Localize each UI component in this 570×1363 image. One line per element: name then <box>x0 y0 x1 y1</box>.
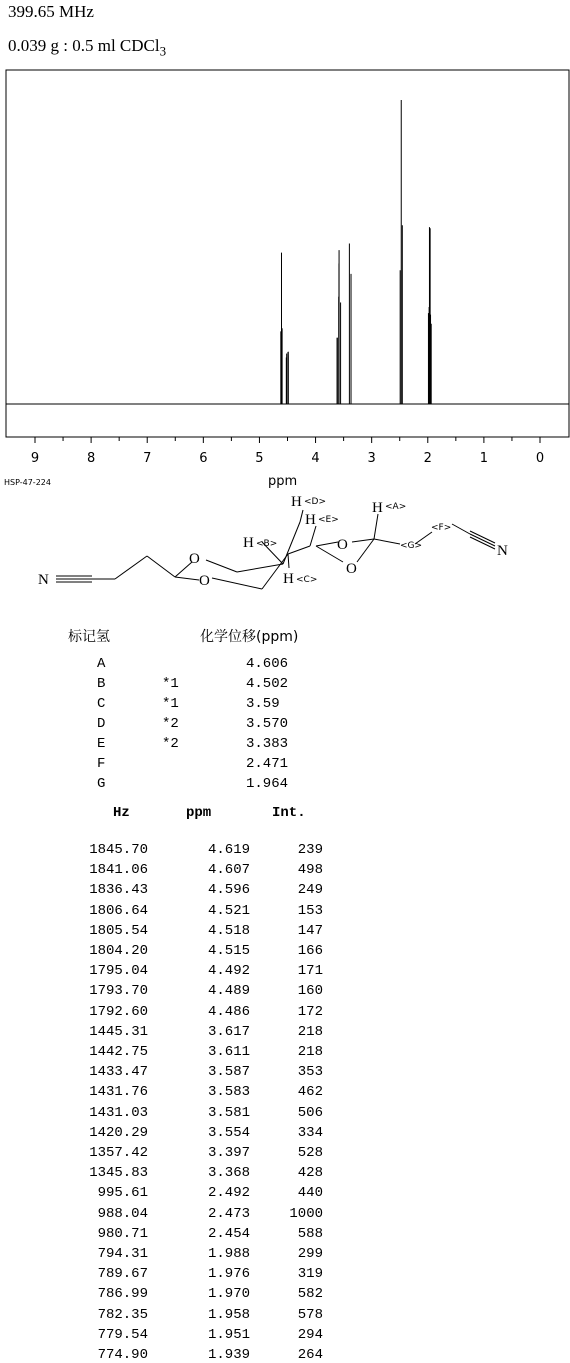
peak-hz: 774.90 <box>97 1347 148 1363</box>
peak-ppm: 4.518 <box>207 922 250 939</box>
peak-hz: 1804.20 <box>89 943 148 959</box>
peak-int: 147 <box>297 922 323 939</box>
assignment-note: *1 <box>162 696 179 712</box>
peak-int: 582 <box>297 1286 323 1303</box>
assignment-note: *2 <box>162 736 179 752</box>
peak-ppm: 1.958 <box>207 1306 250 1323</box>
peak-int: 172 <box>297 1003 323 1020</box>
peak-ppm: 4.489 <box>207 983 250 1000</box>
peak-int: 218 <box>297 1023 323 1040</box>
peak-hz: 794.31 <box>97 1246 148 1262</box>
peak-ppm: 3.583 <box>207 1084 250 1101</box>
h-a-label: H <box>372 500 383 516</box>
peak-int: 171 <box>297 963 323 980</box>
x-tick-label: 6 <box>199 451 208 466</box>
peak-hz: 1357.42 <box>89 1145 148 1161</box>
tag-e: <E> <box>318 515 339 525</box>
peak-hz: 1793.70 <box>89 983 148 1000</box>
peak-hz: 1805.54 <box>89 922 148 939</box>
peak-int: 578 <box>297 1306 323 1323</box>
peak-ppm: 4.596 <box>207 882 250 899</box>
oxygen-3-label: O <box>337 537 348 553</box>
peak-hz: 1442.75 <box>89 1044 148 1060</box>
peak-int: 239 <box>297 842 323 858</box>
x-tick-label: 2 <box>423 451 432 466</box>
x-axis-ticks <box>31 437 544 466</box>
tag-f: <F> <box>431 523 452 533</box>
peak-int: 428 <box>297 1165 323 1182</box>
peak-hz: 1433.47 <box>89 1064 148 1081</box>
peak-ppm: 3.617 <box>207 1023 250 1040</box>
assignment-shift: 2.471 <box>246 756 289 772</box>
x-tick-label: 7 <box>143 451 152 466</box>
x-tick-label: 9 <box>30 451 40 466</box>
peak-hz: 1345.83 <box>89 1165 148 1182</box>
peak-hz: 779.54 <box>97 1326 148 1343</box>
peak-int: 1000 <box>289 1205 323 1222</box>
assignment-col-shift: 化学位移(ppm) <box>200 629 299 645</box>
peak-int: 218 <box>297 1044 323 1060</box>
peak-int: 299 <box>297 1246 323 1262</box>
assignment-label: G <box>97 776 106 792</box>
sample-main: 0.039 g : 0.5 ml CDCl <box>8 36 160 55</box>
h-d-label: H <box>291 494 302 510</box>
frequency-label: 399.65 MHz <box>8 2 94 21</box>
peak-hz: 1841.06 <box>89 862 148 879</box>
x-tick-label: 3 <box>367 451 376 466</box>
assignment-col-label: 标记氢 <box>68 629 110 645</box>
peak-hz: 1431.03 <box>89 1104 148 1121</box>
peak-ppm: 3.368 <box>207 1165 250 1182</box>
assignment-shift: 1.964 <box>246 776 289 792</box>
peak-int: 353 <box>297 1064 323 1081</box>
peak-ppm: 2.473 <box>207 1205 250 1222</box>
h-b-label: H <box>243 535 254 551</box>
peak-col-hz: Hz <box>113 805 130 821</box>
x-tick-label: 4 <box>311 451 320 466</box>
peak-hz: 789.67 <box>97 1266 148 1283</box>
peak-ppm: 4.492 <box>207 963 250 980</box>
peak-int: 588 <box>297 1225 323 1242</box>
peak-col-ppm: ppm <box>186 805 212 821</box>
peak-ppm: 4.607 <box>207 862 250 879</box>
assignment-label: C <box>97 696 106 712</box>
peak-ppm: 3.581 <box>207 1104 250 1121</box>
assignment-label: A <box>97 656 106 672</box>
peak-ppm: 1.939 <box>207 1347 250 1363</box>
x-tick-label: 0 <box>535 451 545 466</box>
peak-hz: 782.35 <box>97 1306 148 1323</box>
peak-ppm: 4.619 <box>207 842 250 858</box>
peaks-group <box>281 100 431 404</box>
peak-int: 319 <box>297 1266 323 1283</box>
oxygen-4-label: O <box>346 561 357 577</box>
peak-ppm: 1.951 <box>207 1326 250 1343</box>
peak-int: 294 <box>297 1326 323 1343</box>
assignment-label: F <box>97 756 106 772</box>
assignment-label: D <box>97 716 106 732</box>
peak-ppm: 4.486 <box>207 1003 250 1020</box>
x-tick-label: 1 <box>479 451 489 466</box>
peak-hz: 786.99 <box>97 1286 148 1303</box>
peak-ppm: 3.397 <box>207 1145 250 1161</box>
oxygen-2-label: O <box>199 573 210 589</box>
peak-ppm: 2.492 <box>207 1185 250 1202</box>
peak-hz: 1806.64 <box>89 902 148 919</box>
nmr-spectrum-chart <box>0 0 570 470</box>
molecule-structure <box>0 484 570 614</box>
peak-int: 264 <box>297 1347 323 1363</box>
peak-hz: 995.61 <box>97 1185 148 1202</box>
peak-int: 166 <box>297 943 323 959</box>
peak-ppm: 3.587 <box>207 1064 250 1081</box>
peak-int: 440 <box>297 1185 323 1202</box>
peak-int: 249 <box>297 882 323 899</box>
tag-b: <B> <box>256 539 278 549</box>
assignment-label: E <box>97 736 106 752</box>
x-axis-label: ppm <box>268 474 298 489</box>
peak-hz: 1836.43 <box>89 882 148 899</box>
peak-ppm: 3.554 <box>207 1124 250 1141</box>
peak-hz: 980.71 <box>97 1225 148 1242</box>
assignment-shift: 4.502 <box>246 676 289 692</box>
oxygen-1-label: O <box>189 551 200 567</box>
nitrogen-left-label: N <box>38 572 49 588</box>
tag-g: <G> <box>400 541 423 551</box>
assignment-note: *1 <box>162 676 179 692</box>
peak-ppm: 3.611 <box>207 1044 250 1060</box>
peak-int: 528 <box>297 1145 323 1161</box>
assignment-shift: 3.383 <box>246 736 289 752</box>
assignment-shift: 3.570 <box>246 716 289 732</box>
peak-ppm: 1.976 <box>207 1266 250 1283</box>
tag-d: <D> <box>304 497 327 507</box>
x-tick-label: 5 <box>255 451 264 466</box>
peak-int: 462 <box>297 1084 323 1101</box>
peak-ppm: 1.970 <box>207 1286 250 1303</box>
peak-hz: 1845.70 <box>89 842 148 858</box>
h-e-label: H <box>305 512 316 528</box>
sample-subscript: 3 <box>159 43 167 59</box>
peak-ppm: 4.515 <box>207 943 250 959</box>
peak-hz: 1792.60 <box>89 1003 148 1020</box>
assignment-shift: 3.59 <box>246 696 280 712</box>
x-tick-label: 8 <box>86 451 96 466</box>
tag-c: <C> <box>296 575 318 585</box>
assignment-label: B <box>97 676 106 692</box>
nitrogen-right-label: N <box>497 543 508 559</box>
peak-int: 334 <box>297 1124 323 1141</box>
peak-hz: 1445.31 <box>89 1023 148 1040</box>
peak-ppm: 1.988 <box>207 1246 250 1262</box>
peak-hz: 1431.76 <box>89 1084 148 1101</box>
peak-hz: 1795.04 <box>89 963 148 980</box>
peak-hz: 988.04 <box>97 1205 148 1222</box>
peak-int: 506 <box>297 1104 323 1121</box>
assignment-shift: 4.606 <box>246 656 289 672</box>
assignment-note: *2 <box>162 716 179 732</box>
peak-col-int: Int. <box>272 805 306 821</box>
peak-int: 498 <box>297 862 323 879</box>
peak-hz: 1420.29 <box>89 1124 148 1141</box>
spectrum-id: HSP-47-224 <box>4 478 51 487</box>
tag-a: <A> <box>385 502 407 512</box>
peak-ppm: 4.521 <box>207 902 250 919</box>
peak-int: 153 <box>297 902 323 919</box>
peak-int: 160 <box>297 983 323 1000</box>
h-c-label: H <box>283 571 294 587</box>
peak-ppm: 2.454 <box>207 1225 250 1242</box>
